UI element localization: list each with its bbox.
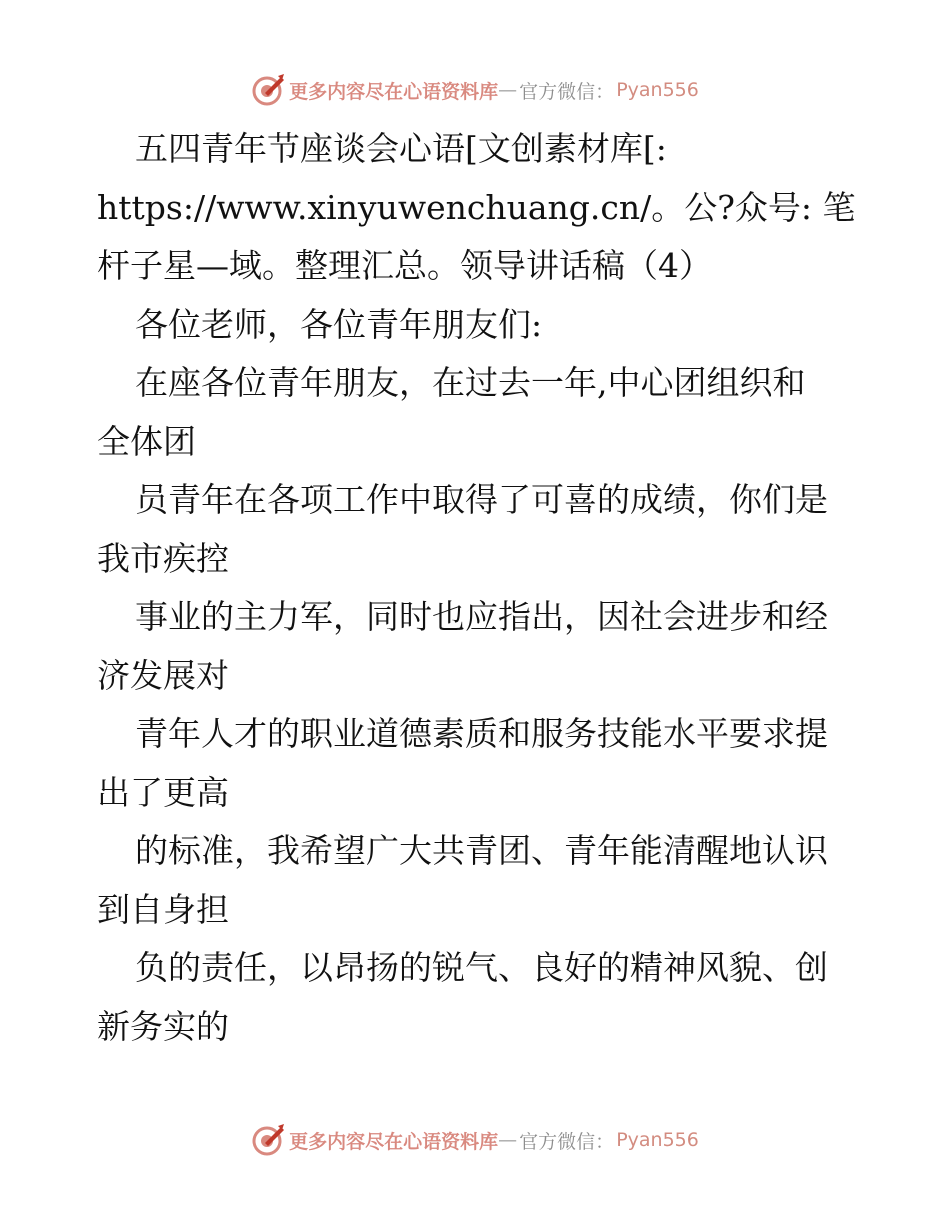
text-line: 在座各位青年朋友，在过去一年,中心团组织和 — [135, 363, 806, 402]
text-line: 我市疾控 — [97, 538, 229, 578]
header-banner — [0, 70, 950, 110]
pen-nib-logo-icon — [251, 73, 285, 107]
text-line: 到自身担 — [97, 889, 229, 929]
text-line: https://www.xinyuwenchuang.cn/。公?众号: 笔 — [97, 187, 856, 227]
text-line: 五四青年节座谈会心语[文创素材库[: — [135, 129, 667, 168]
document-body — [97, 120, 857, 1056]
text-line: 各位老师，各位青年朋友们: — [135, 304, 543, 344]
text-line: 青年人才的职业道德素质和服务技能水平要求提 — [135, 714, 828, 753]
text-line: 事业的主力军，同时也应指出，因社会进步和经 — [135, 597, 828, 636]
text-line: 的标准，我希望广大共青团、青年能清醒地认识 — [135, 831, 828, 870]
text-line: 员青年在各项工作中取得了可喜的成绩，你们是 — [135, 480, 828, 519]
banner-dash: — — [498, 79, 518, 101]
pen-nib-logo-icon — [251, 1123, 285, 1157]
text-line: 负的责任，以昂扬的锐气、良好的精神风貌、创 — [135, 948, 828, 987]
text-line: 出了更高 — [97, 772, 229, 812]
banner-wechat-label: 官方微信： — [519, 1130, 615, 1153]
footer-banner — [0, 1120, 950, 1160]
text-line: 杆子星—域。整理汇总。领导讲话稿（4） — [97, 246, 712, 285]
banner-wechat-label: 官方微信： — [519, 80, 615, 103]
banner-wechat-id: Pyan556 — [616, 1129, 699, 1151]
banner-wechat-id: Pyan556 — [616, 79, 699, 101]
text-line: 济发展对 — [97, 655, 229, 695]
banner-main-text: 更多内容尽在心语资料库 — [289, 80, 499, 103]
banner-main-text: 更多内容尽在心语资料库 — [289, 1130, 499, 1153]
text-line: 新务实的 — [97, 1006, 229, 1046]
text-line: 全体团 — [97, 421, 196, 461]
banner-dash: — — [498, 1129, 518, 1151]
